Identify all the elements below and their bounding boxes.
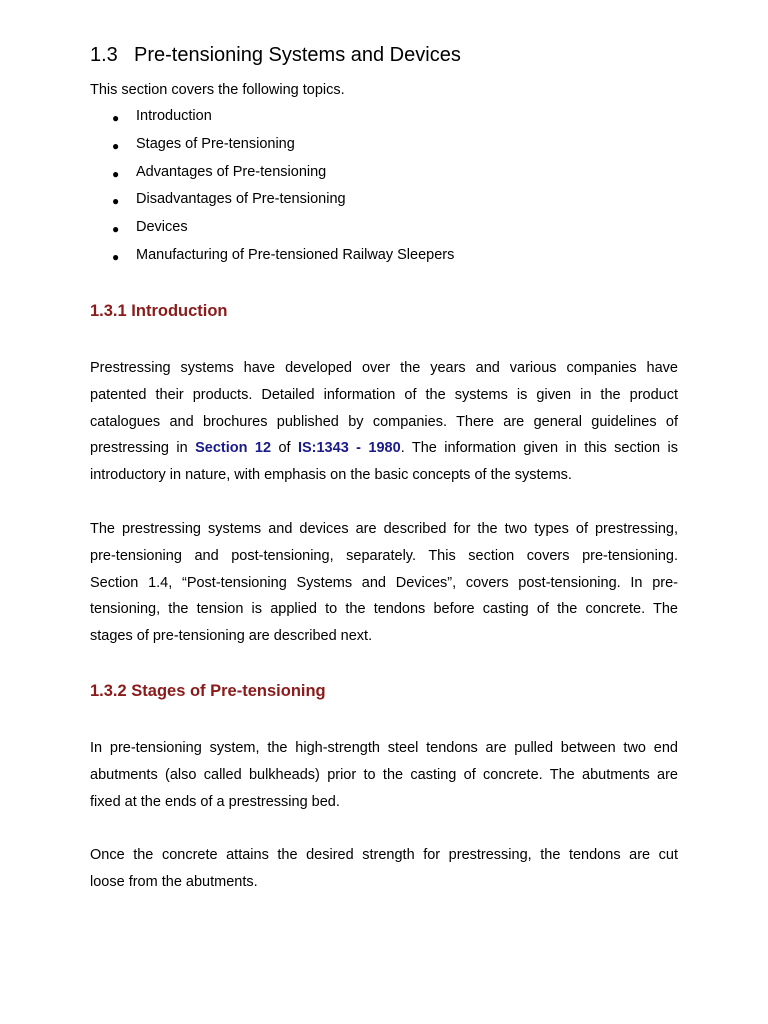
paragraph-line: stages of pre-tensioning are described next. <box>90 628 373 645</box>
topic-label: Stages of Pre-tensioning <box>136 135 295 152</box>
bullet-dot-icon: ● <box>112 222 120 237</box>
section-title-text: Pre-tensioning Systems and Devices <box>134 44 461 66</box>
paragraph-line: patented their products. Detailed information of the systems is given in the product <box>90 386 678 403</box>
is-1343-reference[interactable]: IS:1343 - 1980 <box>297 440 401 457</box>
paragraph-line: introductory in nature, with emphasis on the basic concepts of the systems. <box>90 467 572 484</box>
section-number: 1.3 <box>90 44 118 66</box>
paragraph-line: tensioning, the tension is applied to the tendons before casting of the concrete. The <box>90 601 678 618</box>
introduction-paragraph-2 <box>90 516 678 650</box>
topics-list <box>90 108 454 275</box>
stages-paragraph-2 <box>90 842 678 896</box>
topics-intro: This section covers the following topics. <box>90 82 345 98</box>
topic-label: Devices <box>136 219 188 236</box>
section-12-reference[interactable]: Section 12 <box>195 440 272 457</box>
paragraph-line: Section 1.4, “Post-tensioning Systems and Devices”, covers post-tensioning. In pre- <box>90 574 678 591</box>
subsection-heading-stages: 1.3.2 Stages of Pre-tensioning <box>90 682 326 700</box>
section-title <box>90 44 461 67</box>
list-item <box>90 164 454 192</box>
paragraph-line: The prestressing systems and devices are described for the two types of prestressing, <box>90 521 678 537</box>
bullet-dot-icon: ● <box>112 194 120 209</box>
topic-label: Manufacturing of Pre-tensioned Railway Sleepers <box>136 246 455 263</box>
list-item <box>90 191 454 219</box>
bullet-dot-icon: ● <box>112 166 120 181</box>
topic-label: Introduction <box>136 108 212 124</box>
topic-label: Advantages of Pre-tensioning <box>136 163 327 180</box>
introduction-paragraph-1 <box>90 355 678 489</box>
paragraph-line: prestressing in Section 12 of IS:1343 - 1980. The information given in this section is <box>90 440 679 457</box>
list-item <box>90 247 454 275</box>
topic-label: Disadvantages of Pre-tensioning <box>136 191 346 208</box>
bullet-dot-icon: ● <box>112 111 120 125</box>
subsection-heading-introduction: 1.3.1 Introduction <box>90 302 228 320</box>
paragraph-line: loose from the abutments. <box>90 873 258 890</box>
paragraph-line: fixed at the ends of a prestressing bed. <box>90 793 340 810</box>
paragraph-line: Prestressing systems have developed over the years and various companies have <box>90 360 678 376</box>
bullet-dot-icon: ● <box>112 138 120 153</box>
list-item <box>90 108 454 136</box>
bullet-dot-icon: ● <box>112 249 120 264</box>
paragraph-line: catalogues and brochures published by companies. There are general guidelines of <box>90 413 678 430</box>
stages-paragraph-1 <box>90 735 678 815</box>
list-item <box>90 136 454 164</box>
paragraph-line: abutments (also called bulkheads) prior to the casting of concrete. The abutments are <box>90 766 678 783</box>
list-item <box>90 219 454 247</box>
paragraph-line: pre-tensioning and post-tensioning, separately. This section covers pre-tensioning. <box>90 547 678 564</box>
paragraph-line: In pre-tensioning system, the high-strength steel tendons are pulled between two end <box>90 740 678 756</box>
paragraph-line: Once the concrete attains the desired strength for prestressing, the tendons are cut <box>90 847 678 863</box>
